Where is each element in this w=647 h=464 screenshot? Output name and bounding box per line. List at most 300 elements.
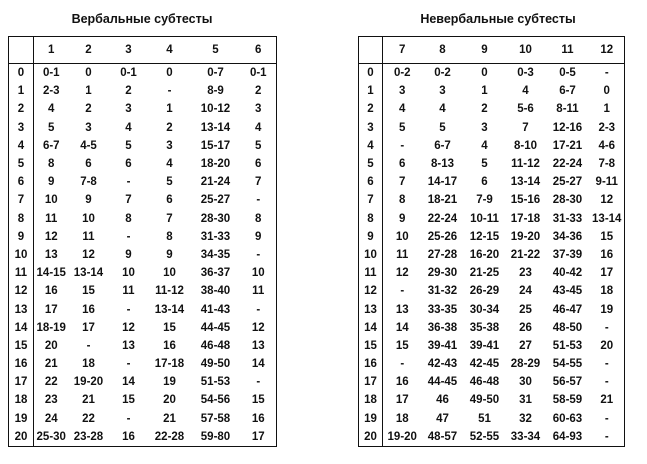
raw-score-cell: 10 — [122, 267, 135, 280]
raw-score-cell: 30-34 — [469, 303, 500, 316]
raw-score-cell: 11 — [82, 230, 95, 243]
raw-score-cell: 13-14 — [200, 121, 231, 134]
raw-score-cell: 9 — [85, 194, 92, 207]
table-row — [9, 82, 277, 100]
raw-score-cell: 8 — [48, 158, 55, 171]
table-row — [359, 428, 625, 447]
raw-score-cell: 0 — [481, 67, 488, 80]
raw-score-cell: 11 — [122, 285, 135, 298]
scaled-score-cell: 9 — [359, 228, 383, 246]
scaled-score-cell: 8 — [359, 210, 383, 228]
scaled-score-cell: 5 — [9, 155, 34, 173]
scaled-score-cell: 16 — [359, 355, 383, 373]
raw-score-cell: 4-6 — [598, 139, 616, 152]
raw-score-cell: 59-80 — [200, 430, 231, 443]
verbal-subtests-title: Вербальные субтесты — [71, 12, 213, 26]
raw-score-cell: 41-43 — [200, 303, 231, 316]
corner-cell — [359, 37, 383, 64]
raw-score-cell: 8-11 — [556, 103, 579, 116]
raw-score-cell: 33-35 — [427, 303, 458, 316]
raw-score-cell: - — [604, 67, 609, 80]
scaled-score-cell: 3 — [359, 119, 383, 137]
scaled-score-cell: 3 — [9, 119, 34, 137]
subtest-number-header: 4 — [166, 44, 173, 56]
raw-score-cell: 19-20 — [73, 376, 104, 389]
raw-score-cell: 9 — [48, 176, 55, 189]
raw-score-cell: 0-1 — [120, 67, 137, 80]
table-row — [359, 82, 625, 100]
raw-score-cell: 0-1 — [42, 67, 60, 80]
raw-score-cell: 7 — [125, 194, 132, 207]
raw-score-cell: 52-55 — [469, 430, 500, 443]
raw-score-cell: 4 — [439, 103, 446, 116]
raw-score-cell: 34-36 — [552, 230, 583, 243]
subtest-number-header: 10 — [519, 44, 532, 56]
table-row — [359, 410, 625, 428]
raw-score-cell: 23-28 — [73, 430, 104, 443]
raw-score-cell: 9-11 — [595, 176, 618, 189]
raw-score-cell: 15 — [122, 394, 135, 407]
table-row — [9, 119, 277, 137]
raw-score-cell: 43-45 — [552, 285, 583, 298]
table-row — [9, 337, 277, 355]
raw-score-cell: 25-27 — [200, 194, 231, 207]
table-row — [9, 410, 277, 428]
raw-score-cell: 12 — [44, 230, 58, 243]
raw-score-cell: 21 — [600, 394, 614, 407]
raw-score-cell: 54-55 — [552, 358, 583, 371]
raw-score-cell: 31-33 — [552, 212, 583, 225]
raw-score-cell: 3 — [125, 103, 132, 116]
raw-score-cell: 25 — [519, 303, 532, 316]
raw-score-cell: - — [126, 358, 131, 371]
raw-score-cell: 8 — [125, 212, 132, 225]
table-row — [9, 246, 277, 264]
scaled-score-cell: 7 — [359, 191, 383, 209]
scaled-score-cell: 5 — [359, 155, 383, 173]
raw-score-cell: 5 — [481, 158, 488, 171]
raw-score-cell: 4 — [399, 103, 406, 116]
raw-score-cell: 17-18 — [154, 358, 185, 371]
raw-score-cell: 10 — [395, 230, 409, 243]
raw-score-cell: 21 — [44, 358, 58, 371]
scaled-score-cell: 19 — [9, 410, 34, 428]
raw-score-cell: 28-30 — [200, 212, 231, 225]
table-row — [9, 373, 277, 391]
raw-score-cell: 6 — [166, 194, 173, 207]
raw-score-cell: - — [126, 303, 131, 316]
raw-score-cell: - — [126, 176, 131, 189]
raw-score-cell: 7-8 — [598, 158, 616, 171]
raw-score-cell: 28-29 — [510, 358, 541, 371]
table-row — [359, 155, 625, 173]
raw-score-cell: 6-7 — [434, 139, 451, 152]
raw-score-cell: 56-57 — [552, 376, 583, 389]
raw-score-cell: 42-43 — [427, 358, 458, 371]
raw-score-cell: 21 — [82, 394, 95, 407]
raw-score-cell: 18 — [395, 412, 409, 425]
raw-score-cell: 2 — [125, 85, 132, 98]
raw-score-cell: 3 — [439, 85, 446, 98]
scaled-score-cell: 13 — [9, 300, 34, 318]
table-row — [9, 282, 277, 300]
subtest-number-header: 1 — [48, 44, 55, 56]
raw-score-cell: 18-21 — [427, 194, 458, 207]
raw-score-cell: 39-41 — [427, 339, 458, 352]
raw-score-cell: 5 — [255, 139, 262, 152]
raw-score-cell: 16 — [395, 376, 409, 389]
raw-score-cell: 17-21 — [552, 139, 583, 152]
raw-score-cell: 22 — [44, 376, 58, 389]
raw-score-cell: 12 — [122, 321, 135, 334]
raw-score-cell: - — [126, 412, 131, 425]
raw-score-cell: 15-17 — [200, 139, 231, 152]
table-row — [359, 355, 625, 373]
raw-score-cell: 0-2 — [434, 67, 451, 80]
raw-score-cell: 17-18 — [510, 212, 541, 225]
raw-score-cell: 14-15 — [36, 267, 66, 280]
raw-score-cell: 6-7 — [559, 85, 576, 98]
raw-score-cell: 13 — [44, 248, 58, 261]
raw-score-cell: 16 — [44, 285, 58, 298]
raw-score-cell: 46-47 — [552, 303, 583, 316]
raw-score-cell: 4-5 — [80, 139, 97, 152]
raw-score-cell: 2 — [166, 121, 173, 134]
scaled-score-cell: 1 — [9, 82, 34, 100]
raw-score-cell: 8-9 — [207, 85, 224, 98]
table-row — [359, 319, 625, 337]
raw-score-cell: 10-11 — [470, 212, 499, 225]
scaled-score-cell: 11 — [359, 264, 383, 282]
table-row — [359, 64, 625, 83]
raw-score-cell: - — [256, 248, 261, 261]
raw-score-cell: 13-14 — [510, 176, 541, 189]
subtest-number-header: 9 — [481, 44, 488, 56]
raw-score-cell: - — [604, 412, 609, 425]
raw-score-cell: 1 — [85, 85, 92, 98]
raw-score-cell: - — [604, 321, 609, 334]
table-row — [9, 355, 277, 373]
raw-score-cell: 19-20 — [510, 230, 541, 243]
raw-score-cell: 36-38 — [427, 321, 458, 334]
table-row — [359, 228, 625, 246]
table-row — [359, 282, 625, 300]
raw-score-cell: 0-3 — [517, 67, 534, 80]
scaled-score-cell: 1 — [359, 82, 383, 100]
raw-score-cell: 6 — [85, 158, 92, 171]
raw-score-cell: 4 — [48, 103, 55, 116]
subtest-number-header: 6 — [255, 44, 262, 56]
raw-score-cell: 20 — [600, 339, 614, 352]
table-row — [9, 64, 277, 83]
raw-score-cell: 9 — [399, 212, 406, 225]
scaled-score-cell: 2 — [359, 100, 383, 118]
raw-score-cell: 46 — [436, 394, 449, 407]
raw-score-cell: 9 — [166, 248, 173, 261]
scaled-score-cell: 6 — [359, 173, 383, 191]
raw-score-cell: - — [167, 85, 172, 98]
table-row — [359, 173, 625, 191]
raw-score-cell: 24 — [519, 285, 532, 298]
table-row — [359, 210, 625, 228]
scaled-score-cell: 8 — [9, 210, 34, 228]
raw-score-cell: 12 — [82, 248, 95, 261]
raw-score-cell: 15 — [600, 230, 614, 243]
raw-score-cell: 31-33 — [200, 230, 231, 243]
raw-score-cell: 7 — [522, 121, 529, 134]
subtest-number-header: 5 — [212, 44, 219, 56]
raw-score-cell: 11 — [396, 248, 409, 261]
header-row — [9, 37, 277, 64]
raw-score-cell: 44-45 — [427, 376, 458, 389]
table-row — [359, 337, 625, 355]
raw-score-cell: 1 — [603, 103, 610, 116]
raw-score-cell: 32 — [519, 412, 532, 425]
raw-score-cell: 13 — [395, 303, 409, 316]
raw-score-cell: 15 — [251, 394, 265, 407]
scaled-score-cell: 4 — [359, 137, 383, 155]
table-row — [359, 137, 625, 155]
scaled-score-cell: 7 — [9, 191, 34, 209]
raw-score-cell: 20 — [163, 394, 176, 407]
raw-score-cell: 1 — [481, 85, 488, 98]
raw-score-cell: 4 — [522, 85, 529, 98]
scaled-score-cell: 4 — [9, 137, 34, 155]
raw-score-cell: 44-45 — [200, 321, 231, 334]
raw-score-cell: - — [604, 430, 609, 443]
raw-score-cell: 5 — [439, 121, 446, 134]
raw-score-cell: 17 — [82, 321, 95, 334]
raw-score-cell: 12-16 — [552, 121, 583, 134]
raw-score-cell: 16 — [251, 412, 265, 425]
raw-score-cell: 46-48 — [469, 376, 500, 389]
raw-score-cell: 0-5 — [559, 67, 576, 80]
raw-score-cell: 33-34 — [510, 430, 541, 443]
scaled-score-cell: 10 — [359, 246, 383, 264]
raw-score-cell: 64-93 — [552, 430, 583, 443]
raw-score-cell: 12 — [600, 194, 614, 207]
raw-score-cell: 42-45 — [469, 358, 500, 371]
raw-score-cell: 5-6 — [517, 103, 534, 116]
raw-score-cell: 9 — [255, 230, 262, 243]
raw-score-cell: 48-57 — [427, 430, 458, 443]
scaled-score-cell: 11 — [9, 264, 34, 282]
table-row — [9, 428, 277, 447]
raw-score-cell: 2-3 — [42, 85, 60, 98]
raw-score-cell: 6-7 — [42, 139, 60, 152]
raw-score-cell: - — [400, 358, 405, 371]
raw-score-cell: 46-48 — [200, 339, 231, 352]
raw-score-cell: 47 — [436, 412, 449, 425]
verbal-subtests-table — [8, 36, 277, 447]
raw-score-cell: 49-50 — [200, 358, 231, 371]
raw-score-cell: 22-28 — [154, 430, 185, 443]
raw-score-cell: 4 — [481, 139, 488, 152]
subtest-number-header: 8 — [439, 44, 446, 56]
table-row — [9, 173, 277, 191]
raw-score-cell: 1 — [166, 103, 173, 116]
raw-score-cell: 14 — [122, 376, 135, 389]
nonverbal-subtests-title: Невербальные субтесты — [420, 12, 576, 26]
raw-score-cell: 37-39 — [552, 248, 583, 261]
subtest-number-header: 7 — [399, 44, 406, 56]
raw-score-cell: 25-30 — [36, 430, 66, 443]
raw-score-cell: 0 — [166, 67, 173, 80]
raw-score-cell: 15 — [163, 321, 176, 334]
raw-score-cell: 3 — [85, 121, 92, 134]
raw-score-cell: - — [256, 303, 261, 316]
raw-score-cell: 19 — [600, 303, 614, 316]
raw-score-cell: 13 — [251, 339, 265, 352]
raw-score-cell: 13-14 — [73, 267, 104, 280]
scaled-score-cell: 17 — [359, 373, 383, 391]
raw-score-cell: 2-3 — [598, 121, 616, 134]
raw-score-cell: 5 — [399, 121, 406, 134]
raw-score-cell: 30 — [519, 376, 532, 389]
raw-score-cell: 3 — [399, 85, 406, 98]
raw-score-cell: 0-2 — [393, 67, 411, 80]
table-row — [359, 191, 625, 209]
raw-score-cell: 14-17 — [427, 176, 458, 189]
raw-score-cell: - — [400, 285, 405, 298]
raw-score-cell: 22-24 — [552, 158, 583, 171]
raw-score-cell: 49-50 — [469, 394, 500, 407]
raw-score-cell: 21-24 — [200, 176, 231, 189]
raw-score-cell: 12 — [395, 267, 409, 280]
raw-score-cell: 18-20 — [200, 158, 231, 171]
raw-score-cell: 28-30 — [552, 194, 583, 207]
raw-score-cell: 8-10 — [513, 139, 538, 152]
raw-score-cell: 31 — [519, 394, 532, 407]
raw-score-cell: 19-20 — [387, 430, 417, 443]
raw-score-cell: 26 — [519, 321, 532, 334]
raw-score-cell: 14 — [251, 358, 265, 371]
raw-score-cell: 5 — [48, 121, 55, 134]
corner-cell — [9, 37, 34, 64]
table-row — [9, 391, 277, 409]
scaled-score-cell: 14 — [9, 319, 34, 337]
raw-score-cell: 2 — [255, 85, 262, 98]
raw-score-cell: 20 — [44, 339, 58, 352]
raw-score-cell: 7 — [255, 176, 262, 189]
raw-score-cell: 23 — [44, 394, 58, 407]
raw-score-cell: 22 — [82, 412, 95, 425]
raw-score-cell: 16 — [122, 430, 135, 443]
scaled-score-cell: 15 — [359, 337, 383, 355]
scaled-score-cell: 18 — [359, 391, 383, 409]
raw-score-cell: 7-8 — [80, 176, 97, 189]
raw-score-cell: 21-22 — [510, 248, 541, 261]
table-row — [359, 264, 625, 282]
raw-score-cell: - — [256, 376, 261, 389]
table-row — [9, 191, 277, 209]
raw-score-cell: 19 — [163, 376, 176, 389]
raw-score-cell: 2 — [481, 103, 488, 116]
scaled-score-cell: 20 — [9, 428, 34, 447]
raw-score-cell: 12-15 — [469, 230, 500, 243]
raw-score-cell: 15 — [395, 339, 409, 352]
raw-score-cell: - — [126, 230, 131, 243]
raw-score-cell: 25-27 — [552, 176, 583, 189]
raw-score-cell: 2 — [85, 103, 92, 116]
scaled-score-cell: 0 — [359, 64, 383, 83]
raw-score-cell: 14 — [395, 321, 409, 334]
subtest-number-header: 12 — [600, 44, 614, 56]
raw-score-cell: 36-37 — [200, 267, 231, 280]
raw-score-cell: 17 — [395, 394, 409, 407]
raw-score-cell: 8-13 — [430, 158, 455, 171]
raw-score-cell: 60-63 — [552, 412, 583, 425]
raw-score-cell: 23 — [519, 267, 532, 280]
table-row — [359, 246, 625, 264]
subtest-number-header: 11 — [561, 44, 574, 56]
raw-score-cell: 3 — [481, 121, 488, 134]
scaled-score-cell: 10 — [9, 246, 34, 264]
raw-score-cell: 16 — [600, 248, 614, 261]
raw-score-cell: 15 — [82, 285, 95, 298]
raw-score-cell: 15-16 — [510, 194, 541, 207]
raw-score-cell: 18-19 — [36, 321, 66, 334]
scaled-score-cell: 9 — [9, 228, 34, 246]
raw-score-cell: 10 — [251, 267, 265, 280]
scaled-score-cell: 0 — [9, 64, 34, 83]
scaled-score-cell: 15 — [9, 337, 34, 355]
scaled-score-cell: 20 — [359, 428, 383, 447]
table-row — [9, 264, 277, 282]
raw-score-cell: 11 — [252, 285, 265, 298]
raw-score-cell: 10 — [163, 267, 176, 280]
table-row — [9, 319, 277, 337]
raw-score-cell: 24 — [44, 412, 58, 425]
raw-score-cell: - — [86, 339, 91, 352]
raw-score-cell: 8 — [399, 194, 406, 207]
table-row — [359, 100, 625, 118]
raw-score-cell: 22-24 — [427, 212, 458, 225]
raw-score-cell: 25-26 — [427, 230, 458, 243]
raw-score-cell: 58-59 — [552, 394, 583, 407]
scaled-score-cell: 17 — [9, 373, 34, 391]
raw-score-cell: 54-56 — [200, 394, 231, 407]
raw-score-cell: 26-29 — [469, 285, 500, 298]
table-row — [9, 137, 277, 155]
raw-score-cell: 16 — [82, 303, 95, 316]
raw-score-cell: 13-14 — [154, 303, 185, 316]
raw-score-cell: 27-28 — [427, 248, 458, 261]
raw-score-cell: 29-30 — [427, 267, 458, 280]
raw-score-cell: 6 — [399, 158, 406, 171]
subtest-number-header: 3 — [125, 44, 132, 56]
raw-score-cell: 5 — [166, 176, 173, 189]
raw-score-cell: 7 — [399, 176, 406, 189]
raw-score-cell: 0-7 — [207, 67, 224, 80]
raw-score-cell: 10-12 — [200, 103, 231, 116]
scaled-score-cell: 12 — [359, 282, 383, 300]
raw-score-cell: 6 — [255, 158, 262, 171]
raw-score-cell: 6 — [125, 158, 132, 171]
raw-score-cell: 17 — [44, 303, 58, 316]
raw-score-cell: 17 — [600, 267, 614, 280]
raw-score-cell: 13-14 — [592, 212, 622, 225]
raw-score-cell: 11-12 — [155, 285, 184, 298]
scaled-score-cell: 19 — [359, 410, 383, 428]
raw-score-cell: 16-20 — [469, 248, 500, 261]
scaled-score-cell: 2 — [9, 100, 34, 118]
scaled-score-cell: 18 — [9, 391, 34, 409]
raw-score-cell: 18 — [600, 285, 614, 298]
raw-score-cell: 8 — [255, 212, 262, 225]
raw-score-cell: 11 — [45, 212, 58, 225]
raw-score-cell: - — [400, 139, 405, 152]
